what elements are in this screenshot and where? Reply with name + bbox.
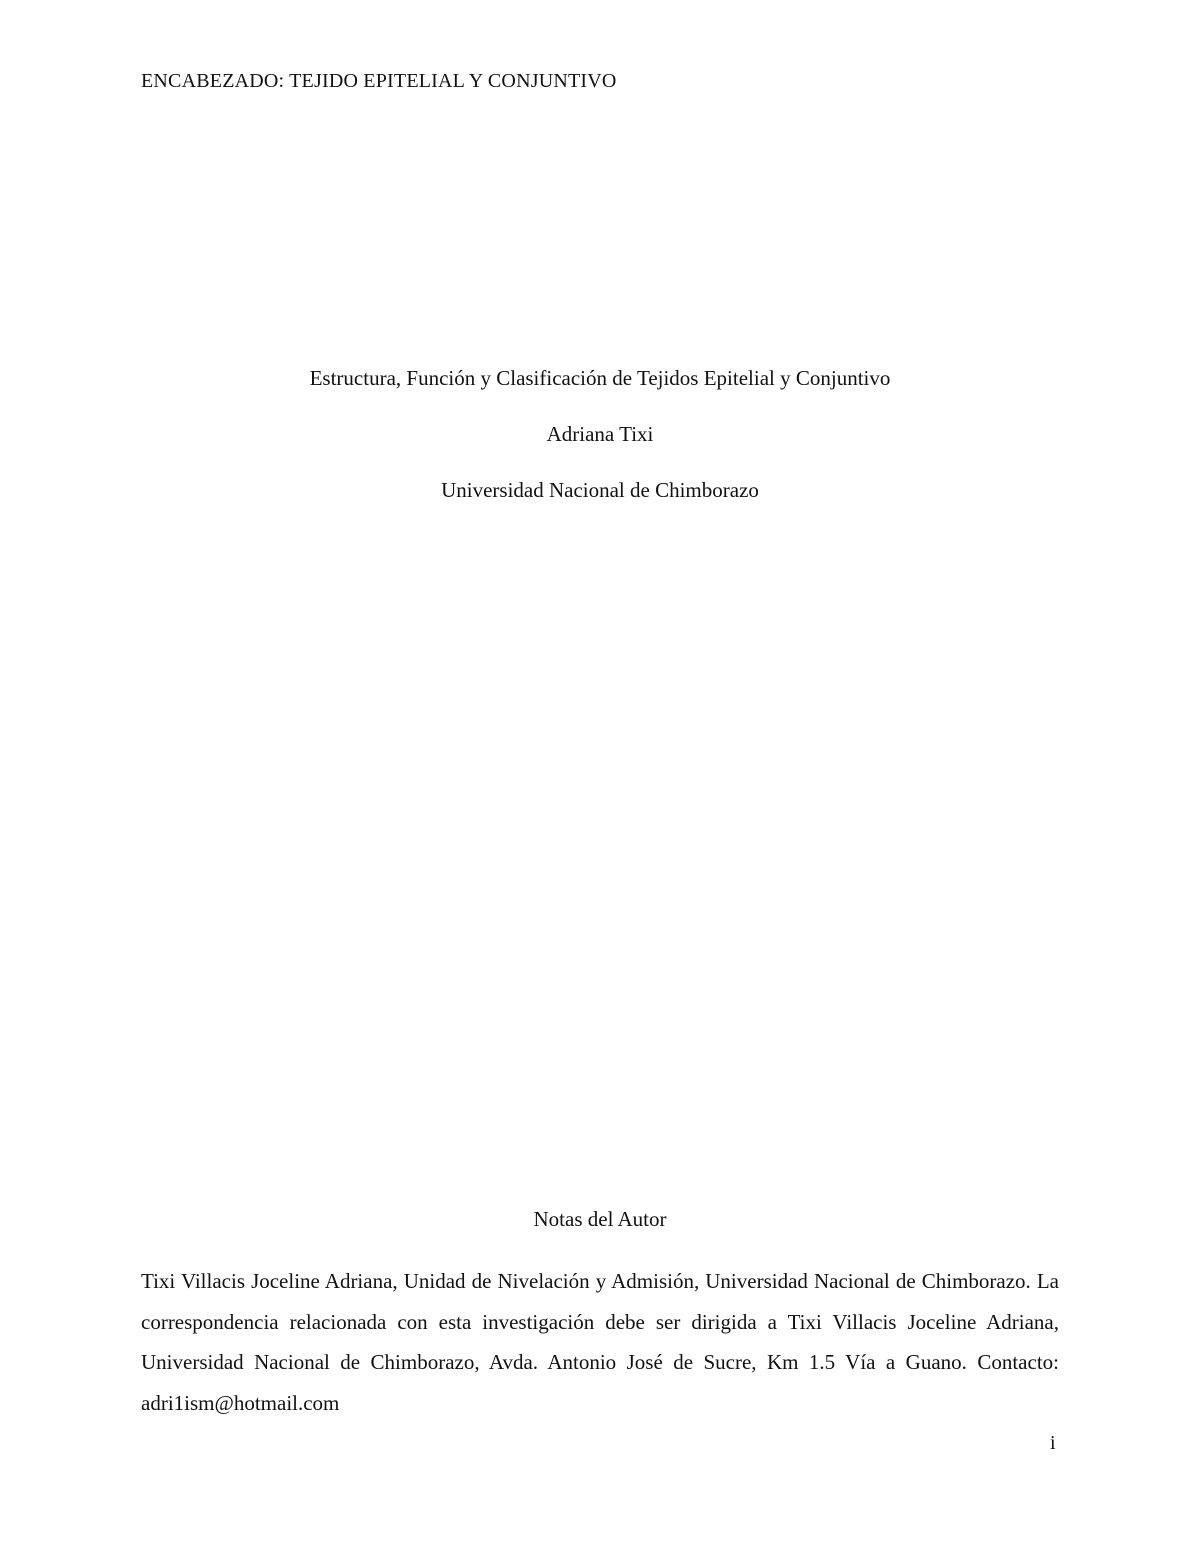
title-block <box>0 364 1200 532</box>
paper-title: Estructura, Función y Clasificación de Tejidos Epitelial y Conjuntivo <box>309 366 891 390</box>
institution-name: Universidad Nacional de Chimborazo <box>441 478 759 502</box>
author-note-body: Tixi Villacis Joceline Adriana, Unidad de Nivelación y Admisión, Universidad Nacional de Chimborazo. La correspondencia relacionada con esta investigación debe ser dirigida a Tixi Villacis Joceline Adriana, Universidad Nacional de Chimborazo, Avda. Antonio José de Sucre, Km 1.5 Vía a Guano. Contacto: adri1ism@hotmail.com <box>141 1269 1059 1415</box>
running-head: ENCABEZADO: TEJIDO EPITELIAL Y CONJUNTIVO <box>141 70 617 92</box>
author-note-heading: Notas del Autor <box>533 1207 667 1231</box>
author-name: Adriana Tixi <box>546 422 654 446</box>
page-number: i <box>1050 1432 1056 1454</box>
